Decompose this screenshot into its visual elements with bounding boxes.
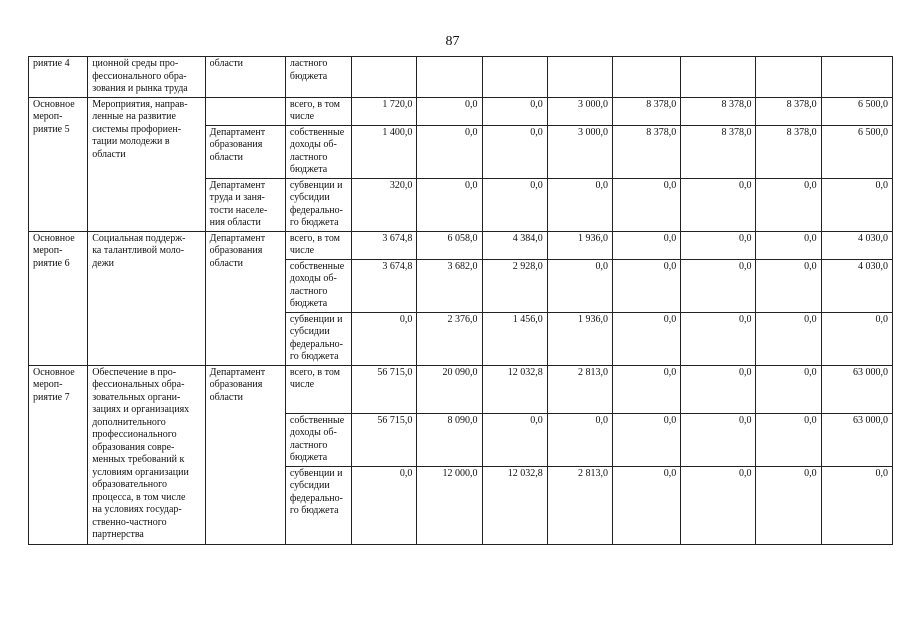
- value-cell: 6 058,0: [417, 231, 482, 259]
- table-row: [29, 231, 893, 259]
- value-cell: 0,0: [756, 259, 821, 312]
- value-cell: 0,0: [756, 231, 821, 259]
- value-cell: 0,0: [352, 312, 417, 365]
- executor-cell: Департамент образования области: [205, 231, 285, 365]
- value-cell: 8 090,0: [417, 413, 482, 466]
- value-cell: 0,0: [612, 466, 680, 544]
- value-cell: 0,0: [612, 365, 680, 413]
- executor-cell: области: [205, 57, 285, 98]
- value-cell: [547, 57, 612, 98]
- executor-cell: [205, 97, 285, 125]
- value-cell: 0,0: [821, 312, 892, 365]
- event-cell: Основное мероп- риятие 6: [29, 231, 88, 365]
- funding-source-cell: всего, в том числе: [285, 231, 351, 259]
- value-cell: 6 500,0: [821, 97, 892, 125]
- value-cell: 8 378,0: [612, 97, 680, 125]
- value-cell: 1 400,0: [352, 125, 417, 178]
- value-cell: 0,0: [756, 413, 821, 466]
- description-cell: Мероприятия, направ- ленные на развитие системы профориен- тации молодежи в области: [88, 97, 205, 231]
- funding-source-cell: субвенции и субсидии федерально- го бюджета: [285, 178, 351, 231]
- value-cell: 1 456,0: [482, 312, 547, 365]
- funding-source-cell: всего, в том числе: [285, 97, 351, 125]
- value-cell: 8 378,0: [681, 125, 756, 178]
- value-cell: 0,0: [681, 259, 756, 312]
- value-cell: 56 715,0: [352, 365, 417, 413]
- value-cell: 3 674,8: [352, 259, 417, 312]
- value-cell: 0,0: [547, 413, 612, 466]
- value-cell: 3 682,0: [417, 259, 482, 312]
- value-cell: 3 674,8: [352, 231, 417, 259]
- table-row: [29, 57, 893, 98]
- description-cell: Социальная поддерж- ка талантливой моло- дежи: [88, 231, 205, 365]
- value-cell: 2 813,0: [547, 365, 612, 413]
- executor-cell: Департамент образования области: [205, 365, 285, 544]
- value-cell: 8 378,0: [756, 97, 821, 125]
- page-number: 87: [445, 34, 460, 49]
- value-cell: 12 032,8: [482, 365, 547, 413]
- value-cell: 4 030,0: [821, 231, 892, 259]
- funding-source-cell: субвенции и субсидии федерально- го бюджета: [285, 312, 351, 365]
- value-cell: 2 813,0: [547, 466, 612, 544]
- value-cell: 20 090,0: [417, 365, 482, 413]
- value-cell: 0,0: [821, 466, 892, 544]
- value-cell: 1 720,0: [352, 97, 417, 125]
- value-cell: 0,0: [681, 466, 756, 544]
- value-cell: 0,0: [612, 178, 680, 231]
- value-cell: 0,0: [482, 125, 547, 178]
- value-cell: 0,0: [756, 178, 821, 231]
- value-cell: 320,0: [352, 178, 417, 231]
- value-cell: 0,0: [681, 178, 756, 231]
- funding-source-cell: собственные доходы об- ластного бюджета: [285, 413, 351, 466]
- executor-cell: Департамент труда и заня- тости населе- ния области: [205, 178, 285, 231]
- funding-source-cell: собственные доходы об- ластного бюджета: [285, 259, 351, 312]
- value-cell: 63 000,0: [821, 413, 892, 466]
- value-cell: 0,0: [547, 259, 612, 312]
- value-cell: 0,0: [417, 97, 482, 125]
- funding-source-cell: собственные доходы об- ластного бюджета: [285, 125, 351, 178]
- value-cell: [482, 57, 547, 98]
- value-cell: 0,0: [681, 312, 756, 365]
- value-cell: 3 000,0: [547, 125, 612, 178]
- value-cell: 4 384,0: [482, 231, 547, 259]
- value-cell: 0,0: [756, 466, 821, 544]
- value-cell: 0,0: [482, 413, 547, 466]
- value-cell: 0,0: [612, 413, 680, 466]
- value-cell: [417, 57, 482, 98]
- value-cell: 63 000,0: [821, 365, 892, 413]
- description-cell: Обеспечение в про- фессиональных обра- зовательных органи- зациях и организациях дополнительного профессионального образования совре- менных требований к условиям организации образовательного процесса, в том числе на условиях государ- ственно-частного партнерства: [88, 365, 205, 544]
- funding-source-cell: всего, в том числе: [285, 365, 351, 413]
- value-cell: 0,0: [681, 231, 756, 259]
- value-cell: 0,0: [681, 413, 756, 466]
- value-cell: 8 378,0: [756, 125, 821, 178]
- value-cell: 1 936,0: [547, 312, 612, 365]
- value-cell: 1 936,0: [547, 231, 612, 259]
- value-cell: [821, 57, 892, 98]
- executor-cell: Департамент образования области: [205, 125, 285, 178]
- value-cell: 0,0: [417, 125, 482, 178]
- value-cell: 0,0: [821, 178, 892, 231]
- value-cell: 56 715,0: [352, 413, 417, 466]
- value-cell: 0,0: [417, 178, 482, 231]
- event-cell: Основное мероп- риятие 5: [29, 97, 88, 231]
- value-cell: 0,0: [756, 365, 821, 413]
- value-cell: 0,0: [482, 178, 547, 231]
- value-cell: 2 928,0: [482, 259, 547, 312]
- value-cell: 12 000,0: [417, 466, 482, 544]
- value-cell: 0,0: [681, 365, 756, 413]
- funding-source-cell: субвенции и субсидии федерально- го бюджета: [285, 466, 351, 544]
- budget-table: [28, 56, 893, 545]
- description-cell: ционной среды про- фессионального обра- зования и рынка труда: [88, 57, 205, 98]
- value-cell: [756, 57, 821, 98]
- event-cell: Основное мероп- риятие 7: [29, 365, 88, 544]
- table-row: [29, 365, 893, 413]
- value-cell: 0,0: [756, 312, 821, 365]
- table-row: [29, 97, 893, 125]
- value-cell: 4 030,0: [821, 259, 892, 312]
- value-cell: 2 376,0: [417, 312, 482, 365]
- value-cell: 0,0: [482, 97, 547, 125]
- value-cell: 0,0: [612, 259, 680, 312]
- event-cell: риятие 4: [29, 57, 88, 98]
- value-cell: 3 000,0: [547, 97, 612, 125]
- value-cell: 6 500,0: [821, 125, 892, 178]
- value-cell: [352, 57, 417, 98]
- value-cell: 12 032,8: [482, 466, 547, 544]
- value-cell: 0,0: [612, 231, 680, 259]
- value-cell: 0,0: [612, 312, 680, 365]
- value-cell: 8 378,0: [681, 97, 756, 125]
- value-cell: 0,0: [547, 178, 612, 231]
- funding-source-cell: ластного бюджета: [285, 57, 351, 98]
- value-cell: 8 378,0: [612, 125, 680, 178]
- value-cell: 0,0: [352, 466, 417, 544]
- value-cell: [681, 57, 756, 98]
- value-cell: [612, 57, 680, 98]
